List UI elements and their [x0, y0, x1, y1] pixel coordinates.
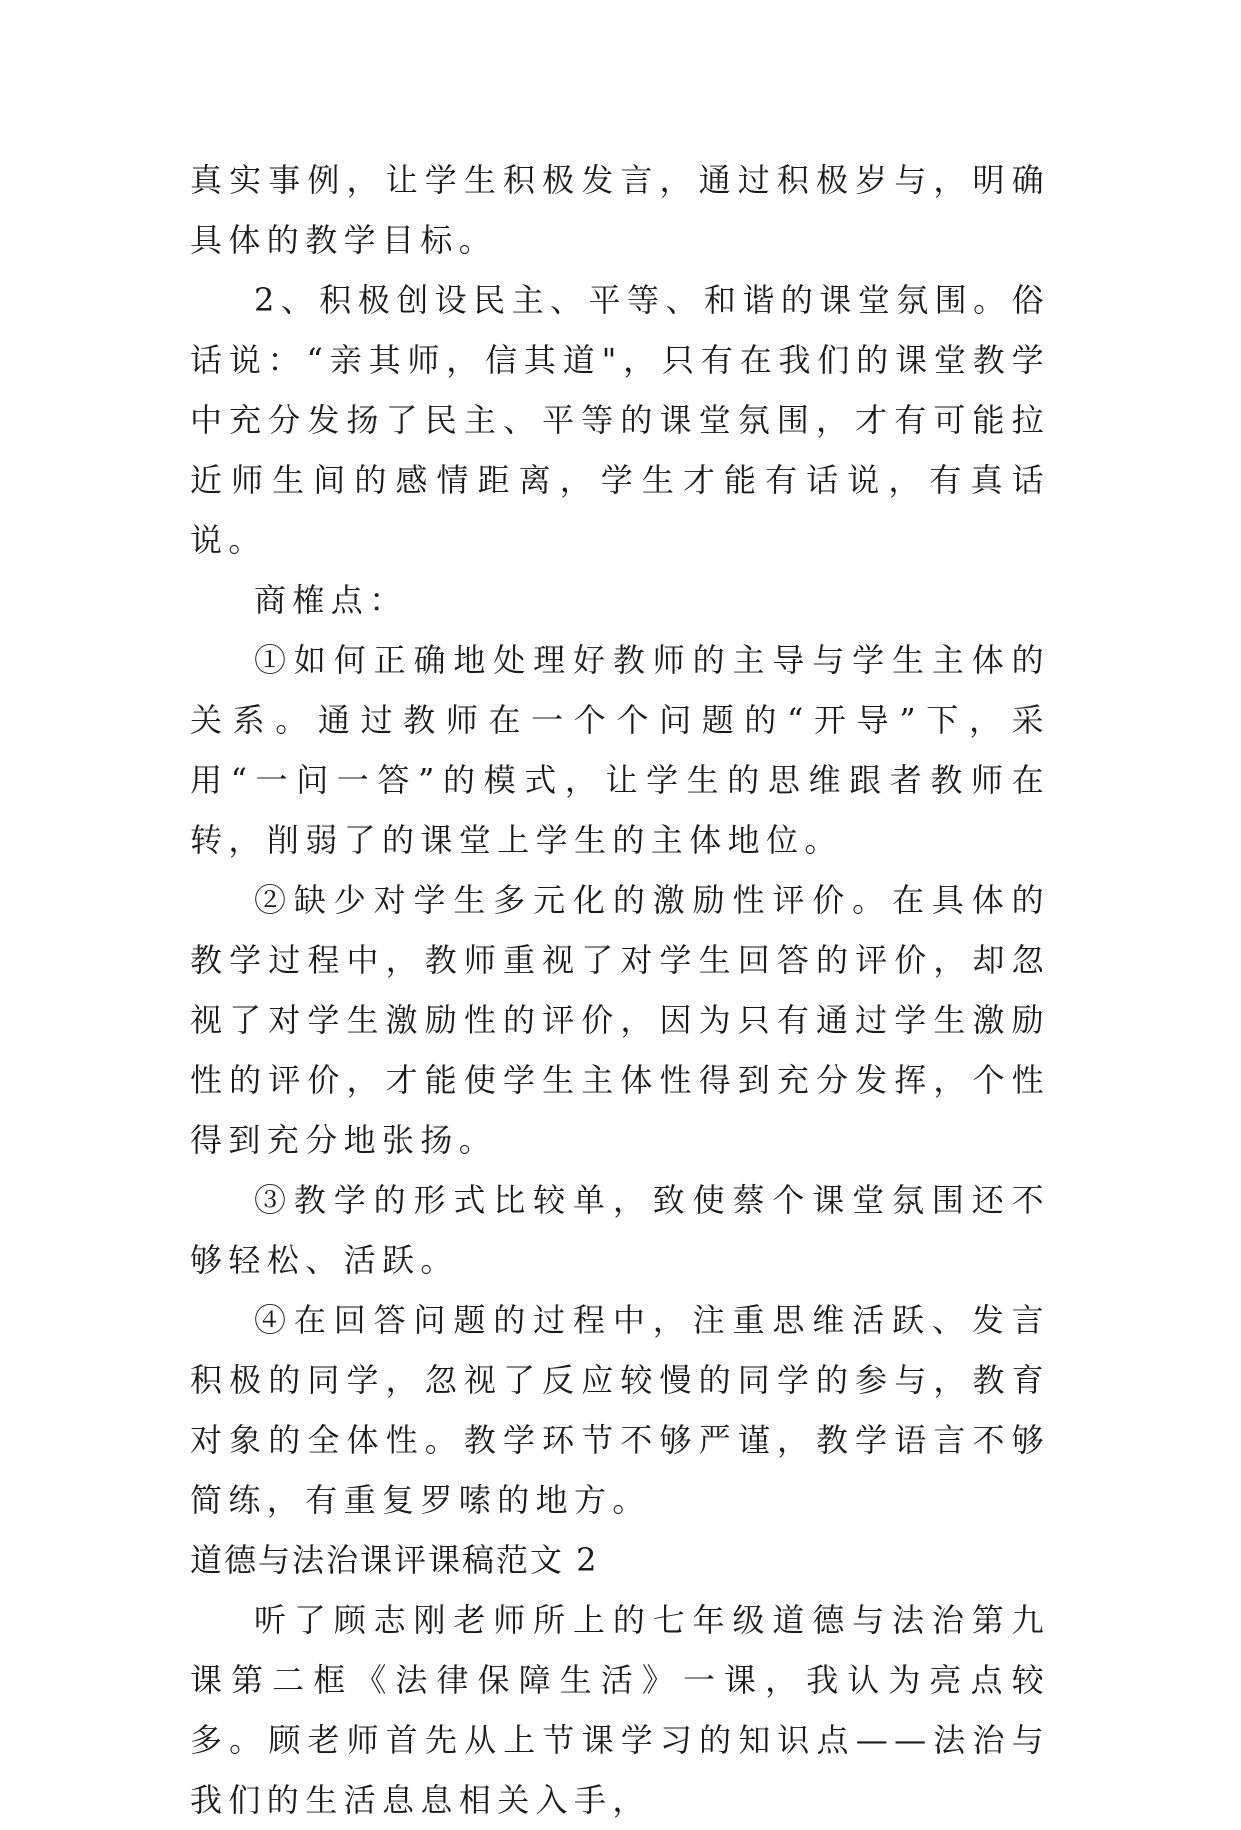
paragraph-6: ③教学的形式比较单，致使蔡个课堂氛围还不够轻松、活跃。 — [190, 1181, 1050, 1279]
paragraph-5: ②缺少对学生多元化的激励性评价。在具体的教学过程中，教师重视了对学生回答的评价，却忽视了对学生激励性的评价，因为只有通过学生激励性的评价，才能使学生主体性得到充分发挥，个性得到充分地张扬。 — [190, 881, 1050, 1159]
paragraph-9: 听了顾志刚老师所上的七年级道德与法治第九课第二框《法律保障生活》一课，我认为亮点较多。顾老师首先从上节课学习的知识点——法治与我们的生活息息相关入手， — [190, 1601, 1050, 1819]
paragraph-7: ④在回答问题的过程中，注重思维活跃、发言积极的同学，忽视了反应较慢的同学的参与，教育对象的全体性。教学环节不够严谨，教学语言不够简练，有重复罗嗦的地方。 — [190, 1301, 1050, 1519]
paragraph-2: 2、积极创设民主、平等、和谐的课堂氛围。俗话说：“亲其师，信其道"，只有在我们的课堂教学中充分发扬了民主、平等的课堂氛围，才有可能拉近师生间的感情距离，学生才能有话说，有真话说。 — [190, 281, 1050, 559]
section-heading: 道德与法治课评课稿范文 2 — [190, 1541, 599, 1579]
paragraph-4: ①如何正确地处理好教师的主导与学生主体的关系。通过教师在一个个问题的“开导”下，采用“一问一答”的模式，让学生的思维跟者教师在转，削弱了的课堂上学生的主体地位。 — [190, 641, 1050, 859]
paragraph-1: 真实事例，让学生积极发言，通过积极岁与，明确具体的教学目标。 — [190, 161, 1050, 259]
paragraph-3: 商榷点： — [254, 581, 408, 619]
document-body — [190, 150, 1050, 1830]
